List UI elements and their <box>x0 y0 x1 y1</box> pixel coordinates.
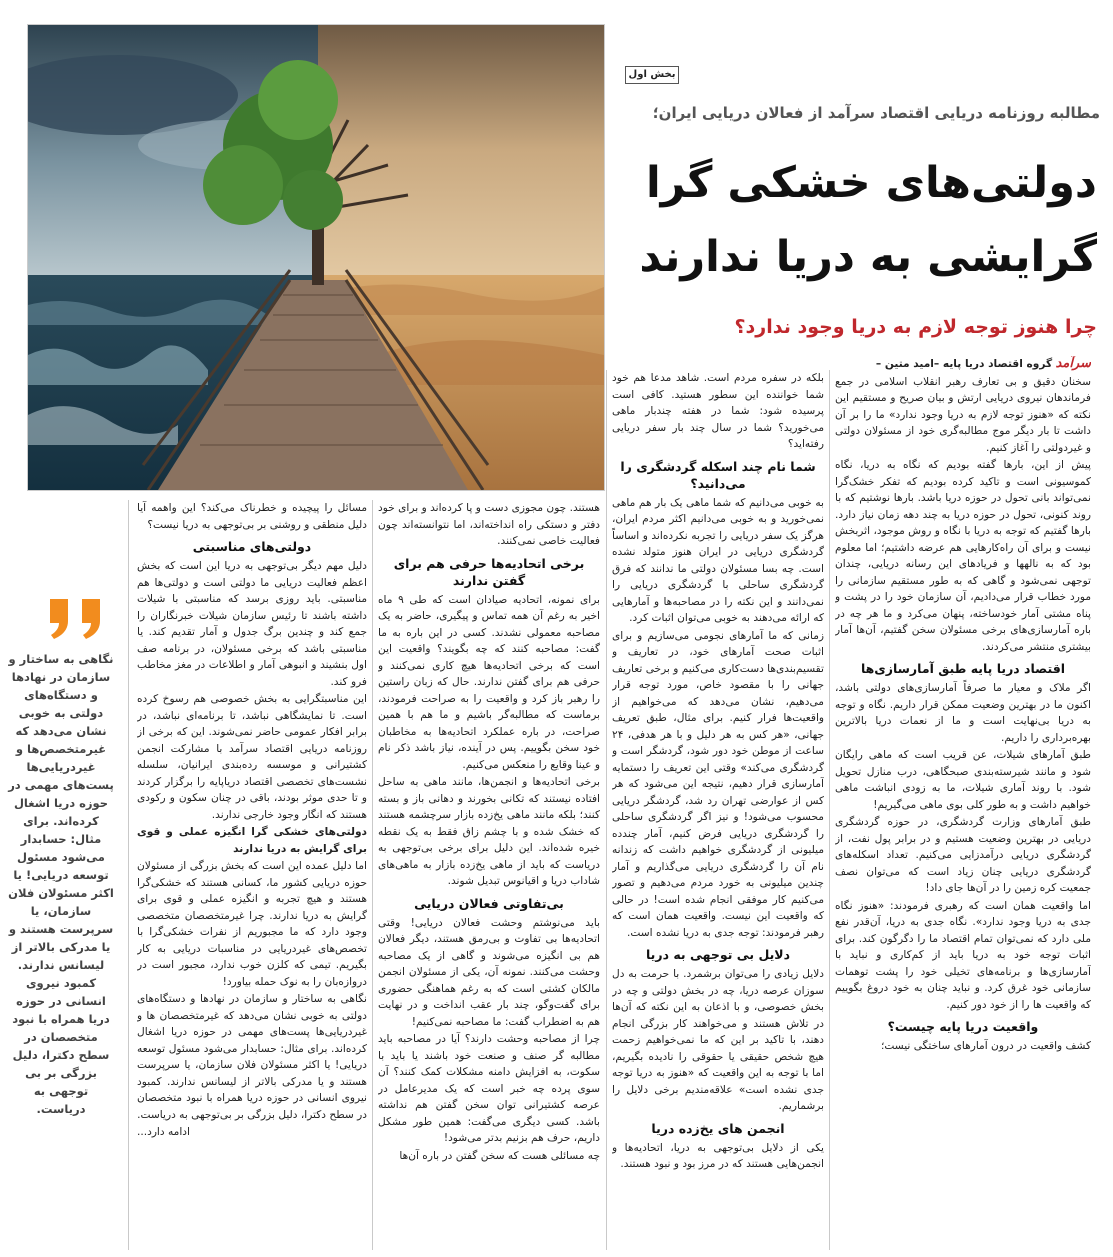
article-column-1 <box>835 356 1091 1251</box>
paragraph: برخی اتحادیه‌ها و انجمن‌ها، مانند ماهی به ساحل افتاده نیستند که تکانی بخورند و دهانی باز و بسته کنند؛ بلکه مانند ماهی یخ‌زده بازار سرچشمه هستند که خشک شده و با چشم زاق فقط به یک نقطه خیره شده‌اند. این دلیل برای برخی بی‌توجهی به دریاست که باید از ماهی یخ‌زده بازار به ماهی‌های شاداب دریا و اقیانوس تبدیل شوند. <box>378 776 600 887</box>
paragraph: اگر ملاک و معیار ما صرفاً آمارسازی‌های دولتی باشد، اکنون ما در بهترین وضعیت ممکن قرار داریم. نگاه و توجه به دریا بی‌نهایت است و ما از نعمات دریا بالاترین بهره‌برداری را داریم. <box>835 682 1091 744</box>
paragraph: باید می‌نوشتم وحشت فعالان دریایی! وقتی اتحادیه‌ها بی تفاوت و بی‌رمق هستند، دیگر فعالان هم بی انگیزه می‌شوند و گاهی از یک مصاحبه وحشت می‌کنند. نمونه آن، یکی از مسئولان انجمن مالکان کشتی است که به رغم هماهنگی حضوری برای گفت‌وگو، چند بار عقب انداخت و در نهایت هم به اضطراب گفت: ما مصاحبه نمی‌کنیم! <box>378 916 600 1028</box>
subtitle: چرا هنوز توجه لازم به دریا وجود ندارد؟ <box>734 316 1097 338</box>
article-column-4 <box>137 500 367 1251</box>
byline: گروه اقتصاد دریا پایه –امید متین – <box>875 358 1053 370</box>
column-divider <box>372 500 373 1250</box>
kicker-headline: مطالبه روزنامه دریایی اقتصاد سرآمد از فعالان دریایی ایران؛ <box>652 104 1100 122</box>
paragraph: اما واقعیت همان است که رهبری فرمودند: «هنوز نگاه جدی به دریا وجود ندارد». نگاه جدی به دریا، آن‌قدر نفع ملی دارد که نمی‌توان تمام اقتصاد ما را دگرگون کند. برای اثبات توجه خود به دریا باید از کم‌کاری و نباید با آمارسازی‌ها و برنامه‌های تخیلی خود را پشت توهمات سازمانی خود غرق کرد. و نباید چنان به خود دروغ بگوییم که واقعیت ها را از خود دور کنیم. <box>835 899 1091 1011</box>
byline-paragraph <box>835 356 1091 373</box>
main-title-line-1: دولتی‌های خشکی گرا <box>645 158 1097 208</box>
paragraph: بلکه در سفره مردم است. شاهد مدعا هم خود شما خواننده این سطور هستید. کافی است پرسیده شود: شما در هفته چندبار ماهی می‌خورید؟ شما در سال چند بار سفر دریایی رفته‌اید؟ <box>612 372 824 450</box>
paragraph: طبق آمارهای وزارت گردشگری، در حوزه گردشگری دریایی در بهترین وضعیت هستیم و در برابر پول نفت، از گردشگری دریایی درآمدزایی می‌کنیم. تعداد اسکله‌های گردشگری دریایی چنان زیاد است که می‌توان نصف جمعیت کره زمین را در آن‌ها جای داد! <box>835 816 1091 894</box>
paragraph: این مناسبتگرایی به بخش خصوصی هم رسوخ کرده است. تا نمایشگاهی نباشد، تا برنامه‌ای نباشد، در برابر افکار عمومی حاضر نمی‌شوند. این که برخی از روزنامه دریایی اقتصاد سرآمد با مشارکت انجمن کشتیرانی و موسسه رده‌بندی ایرانیان، سلسله نشست‌های تخصصی اقتصاد دریاپایه را برگزار کردند و تا حدی موثر بودند، باقی در چنان سکون و رکودی هستند که انگار وجود خارجی ندارند. <box>137 693 367 821</box>
paragraph: کشف واقعیت در درون آمارهای ساختگی نیست؛ <box>880 1040 1091 1052</box>
paragraph: نگاهی به ساختار و سازمان در نهادها و دستگاه‌های دولتی به خوبی نشان می‌دهد که غیرمتخصصان ها و غیردریایی‌ها پست‌های مهمی در حوزه دریا اشغال کرده‌اند. برای مثال: حسابدار می‌شود مسئول توسعه دریایی! یا اکثر مسئولان فلان سازمان، یا سرپرست هستند و یا مدرکی بالاتر از لیسانس ندارند. کمبود نیروی انسانی در حوزه دریا همراه با نبود متخصصان در سطح دکترا، دلیل بزرگی بر بی‌توجهی به دریاست. <box>137 993 367 1121</box>
section-heading: اقتصاد دریا پایه طبق آمارسازی‌ها <box>860 661 1066 676</box>
quote-mark-icon <box>42 597 116 641</box>
paragraph: دلیل مهم دیگر بی‌توجهی به دریا این است که بخش اعظم فعالیت دریایی ما دولتی است و دولتی‌ها هم مناسبتی. باید روزی برسد که مناسبتی با شیلات داشته باشند تا رئیس سازمان شیلات خبرنگاران را جمع کند و چندین برگ جدول و آمار تقدیم کند. یا مناسبتی باشد که برخی مسئولان، در برنامه صف اول بنشیند و انبوهی آمار و اطلاعات در مغز مخاطب فرو کند. <box>137 560 367 688</box>
paragraph: یکی از دلایل بی‌توجهی به دریا، اتحادیه‌ها و انجمن‌هایی هستند که در مرز بود و نبود هستند. <box>612 1141 824 1170</box>
section-heading: واقعیت دریا پایه چیست؟ <box>887 1019 1039 1034</box>
paragraph: به خوبی می‌دانیم که شما ماهی یک بار هم ماهی نمی‌خورید و به خوبی می‌دانیم اکثر مردم ایران، هرگز یک سفر دریایی را تجربه نکرده‌اند و اساساً گردشگری دریایی در ایران هنوز متولد نشده است. چه بسا مسئولان دولتی ما ندانند که فرق گردشگری ساحلی با گردشگری دریایی را نمی‌دانند و این نکته را در مصاحبه‌ها و آمارهایی که ارائه می‌دهند به خوبی می‌توان اثبات کرد. <box>612 496 824 624</box>
column-divider <box>829 370 830 1250</box>
section-heading: شما نام چند اسکله گردشگری را می‌دانید؟ <box>620 458 816 491</box>
paragraph-emphasis: دولتی‌های خشکی گرا انگیزه عملی و قوی برای گرایش به دریا ندارند <box>137 826 367 855</box>
paragraph: چه مسائلی هست که سخن گفتن در باره آن‌ها <box>399 1149 600 1162</box>
paragraph: چرا از مصاحبه وحشت دارند؟ آیا در مصاحبه باید مطالبه گر صنف و صنعت خود باشند یا باید با سکوت، به افزایش دامنه مشکلات کمک کنند؟ آن سوی پرده چه خبر است که یک مدیرعامل در عرصه کشتیرانی توان سخن گفتن هم نداشته باشد. کسی دیگری می‌گفت: همین طور مشکل داریم، حرف هم بزنیم بدتر می‌شود! <box>378 1033 600 1144</box>
signature-logo: سرآمد <box>1055 356 1091 371</box>
main-title-line-2: گرایشی به دریا ندارند <box>639 232 1097 282</box>
column-divider <box>128 500 129 1250</box>
paragraph: برای نمونه، اتحادیه صیادان است که طی ۹ ماه اخیر به رغم آن همه تماس و پیگیری، حاضر به یک مصاحبه معمولی نشدند. کسی در این باره به ما گفت: مصاحبه کنند که چه بگویند؟ واقعیت این است که برخی اتحادیه‌ها هیچ کاری نمی‌کنند و حرفی هم برای گفتن ندارند. حال که زبان راستین را رهبر باز کرد و واقعیت را به صراحت فرمودند، برماست که مطالبه‌گر باشیم و ما هم با همین صراحت، در باره عملکرد اتحادیه‌ها به مخاطبان خود سخن بگوییم. پس در آینده، نیاز باشد ذکر نام و عینا وقایع را منعکس می‌کنیم. <box>378 593 600 771</box>
section-heading: دولتی‌های مناسبتی <box>192 539 312 554</box>
column-divider <box>606 370 607 1250</box>
paragraph: زمانی که ما آمارهای نجومی می‌سازیم و برای اثبات صحت آمارهای خود، در تعاریف و تقسیم‌بندی‌ها دست‌کاری می‌کنیم و برخی تعاریف جهانی را با مقصود خاص، مورد توجه قرار می‌دهیم، نشان می‌دهد که می‌خواهیم از واقعیت‌ها فرار کنیم. برای مثال، طبق تعریف جهانی، «هر کس به هر دلیل و با هر هدفی، ۲۴ ساعت از موطن خود دور شود، گردشگر است و گردشگری می‌کند» وقتی این تعریف را دستمایه آمارسازی قرار دهیم، نتیجه این می‌شود که هر کس از عوارضی تهران رد شد، گردشگر دریایی محسوب می‌شود! و نیز اگر گردشگری ساحلی را گردشگری دریایی فرض کنیم، آمار چندده میلیونی از گردشگری خواهیم داشت که زندانه نام آن را گردشگری دریایی می‌گذاریم و آمار چندین میلیونی به خورد مردم می‌دهیم و تصور می‌کنیم کار موفقی انجام شده است! در حالی که واقعیت این نیست. واقعیت همان است که رهبر فرمودند: توجه جدی به دریا نشده است. <box>612 629 824 939</box>
section-badge: بخش اول <box>625 66 679 84</box>
article-column-2 <box>612 370 824 1251</box>
paragraph: اما دلیل عمده این است که بخش بزرگی از مسئولان حوزه دریایی کشور ما، کسانی هستند که خشکی‌گرا هستند و هیچ تجربه و انگیزه عملی و قوی برای گرایش به دریا ندارند. چرا غیرمتخصصان متخصصی وجود دارد که ما مجبوریم از نفرات خشکی‌گرا با تخصص‌های غیردریایی در مناسبات دریایی به کار بگیریم. تیمی که کلزن خوب ندارد، مجبور است در دروازه‌بان را به نوک حمله بیاورد! <box>137 860 367 988</box>
paragraph: هستند. چون مجوزی دست و پا کرده‌اند و برای خود دفتر و دستکی راه انداخته‌اند، اما نتوانسته‌اند چون فعالیت خاصی نمی‌کنند. <box>378 502 600 547</box>
article-column-3 <box>378 500 600 1251</box>
section-heading: بی‌تفاوتی فعالان دریایی <box>414 895 564 911</box>
section-heading: دلایل بی توجهی به دریا <box>645 947 791 962</box>
section-heading: برخی اتحادیه‌ها حرفی هم برای گفتن ندارند <box>393 555 585 588</box>
paragraph: مسائل را پیچیده و خطرناک می‌کند؟ این واهمه آیا دلیل منطقی و روشنی بر بی‌توجهی به دریا نیست؟ <box>137 502 367 531</box>
section-heading: انجمن های یخ‌زده دریا <box>651 1120 785 1136</box>
paragraph: پیش از این، بارها گفته بودیم که نگاه به دریا، نگاه کموسیونی است و تاکید کرده بودیم که تفکر خشک‌گرا نمی‌تواند بانی تحول در حوزه دریا باشد. بارها نوشتیم که با روند کنونی، تحول در حوزه دریا به چند دهه زمان نیاز دارد. بارها گفتیم که توجه به دریا با نگاه و روش موجود، اثربخش نیست و برای آن راه‌کارهایی هم عرضه داشتیم؛ اما معلوم بود که به نالهها و فریادهای این رسانه دریایی، چندان توجهی نمی‌شود و گاهی که به طور مستقیم سازمانی را مورد خطاب قرار می‌دادیم، آن سازمان خود را در پشت و پناه مشتی آمار خودساخته، پنهان می‌کرد و ما هر چه در باره آمارسازی‌های برخی مسئولان سخن گفتیم، آن‌ها آمار بیشتری منتشر می‌کردند. <box>835 459 1091 653</box>
paragraph: سخنان دقیق و بی تعارف رهبر انقلاب اسلامی در جمع فرماندهان نیروی دریایی ارتش و بیان صریح و مستقیم این نکته که «هنوز توجه لازم به دریا وجود ندارد» ما را بر آن داشت تا بار دیگر موج مطالبه‌گری خود از مسئولان دولتی و غیردولتی را آغاز کنیم. <box>835 375 1091 454</box>
paragraph: طبق آمارهای شیلات، عن قریب است که ماهی رایگان شود و مانند شیرسته‌بندی صبحگاهی، درب منازل تحویل شود. با روند آماری شیلات، ما به زودی انباشت ماهی خواهیم داشت و به طور کلی بوی ماهی می‌گیریم! <box>835 749 1091 811</box>
pull-quote: نگاهی به ساختار و سازمان در نهادها و دستگاه‌های دولتی به خوبی نشان می‌دهد که غیرمتخصص‌ها و غیردریایی‌ها پست‌های مهمی در حوزه دریا اشغال کرده‌اند. برای مثال: حسابدار می‌شود مسئول توسعه دریایی! یا اکثر مسئولان فلان سازمان، یا سرپرست هستند و یا مدرکی بالاتر از لیسانس ندارند. کمبود نیروی انسانی در حوزه دریا همراه با نبود متخصصان در سطح دکترا، دلیل بزرگی بر بی توجهی به دریاست. <box>8 652 114 1116</box>
lead-photo <box>27 24 605 491</box>
sea-desert-tree-illustration <box>28 25 604 490</box>
continued-note: ادامه دارد... <box>137 1126 190 1138</box>
paragraph: دلایل زیادی را می‌توان برشمرد. با حرمت به دل سوزان عرصه دریا، چه در بخش دولتی و چه در بخش خصوصی، و با اذعان به این نکته که آن‌ها در تلاش هستند و می‌خواهند کار بزرگی انجام دهند، با تاکید بر این که ما نمی‌خواهیم زحمت هیچ شخص حقیقی یا حقوقی را نادیده بگیریم، اما با توجه به این واقعیت که «هنوز به دریا توجه جدی نشده است» علاقه‌مندیم برخی دلایل را برشماریم. <box>612 968 824 1112</box>
